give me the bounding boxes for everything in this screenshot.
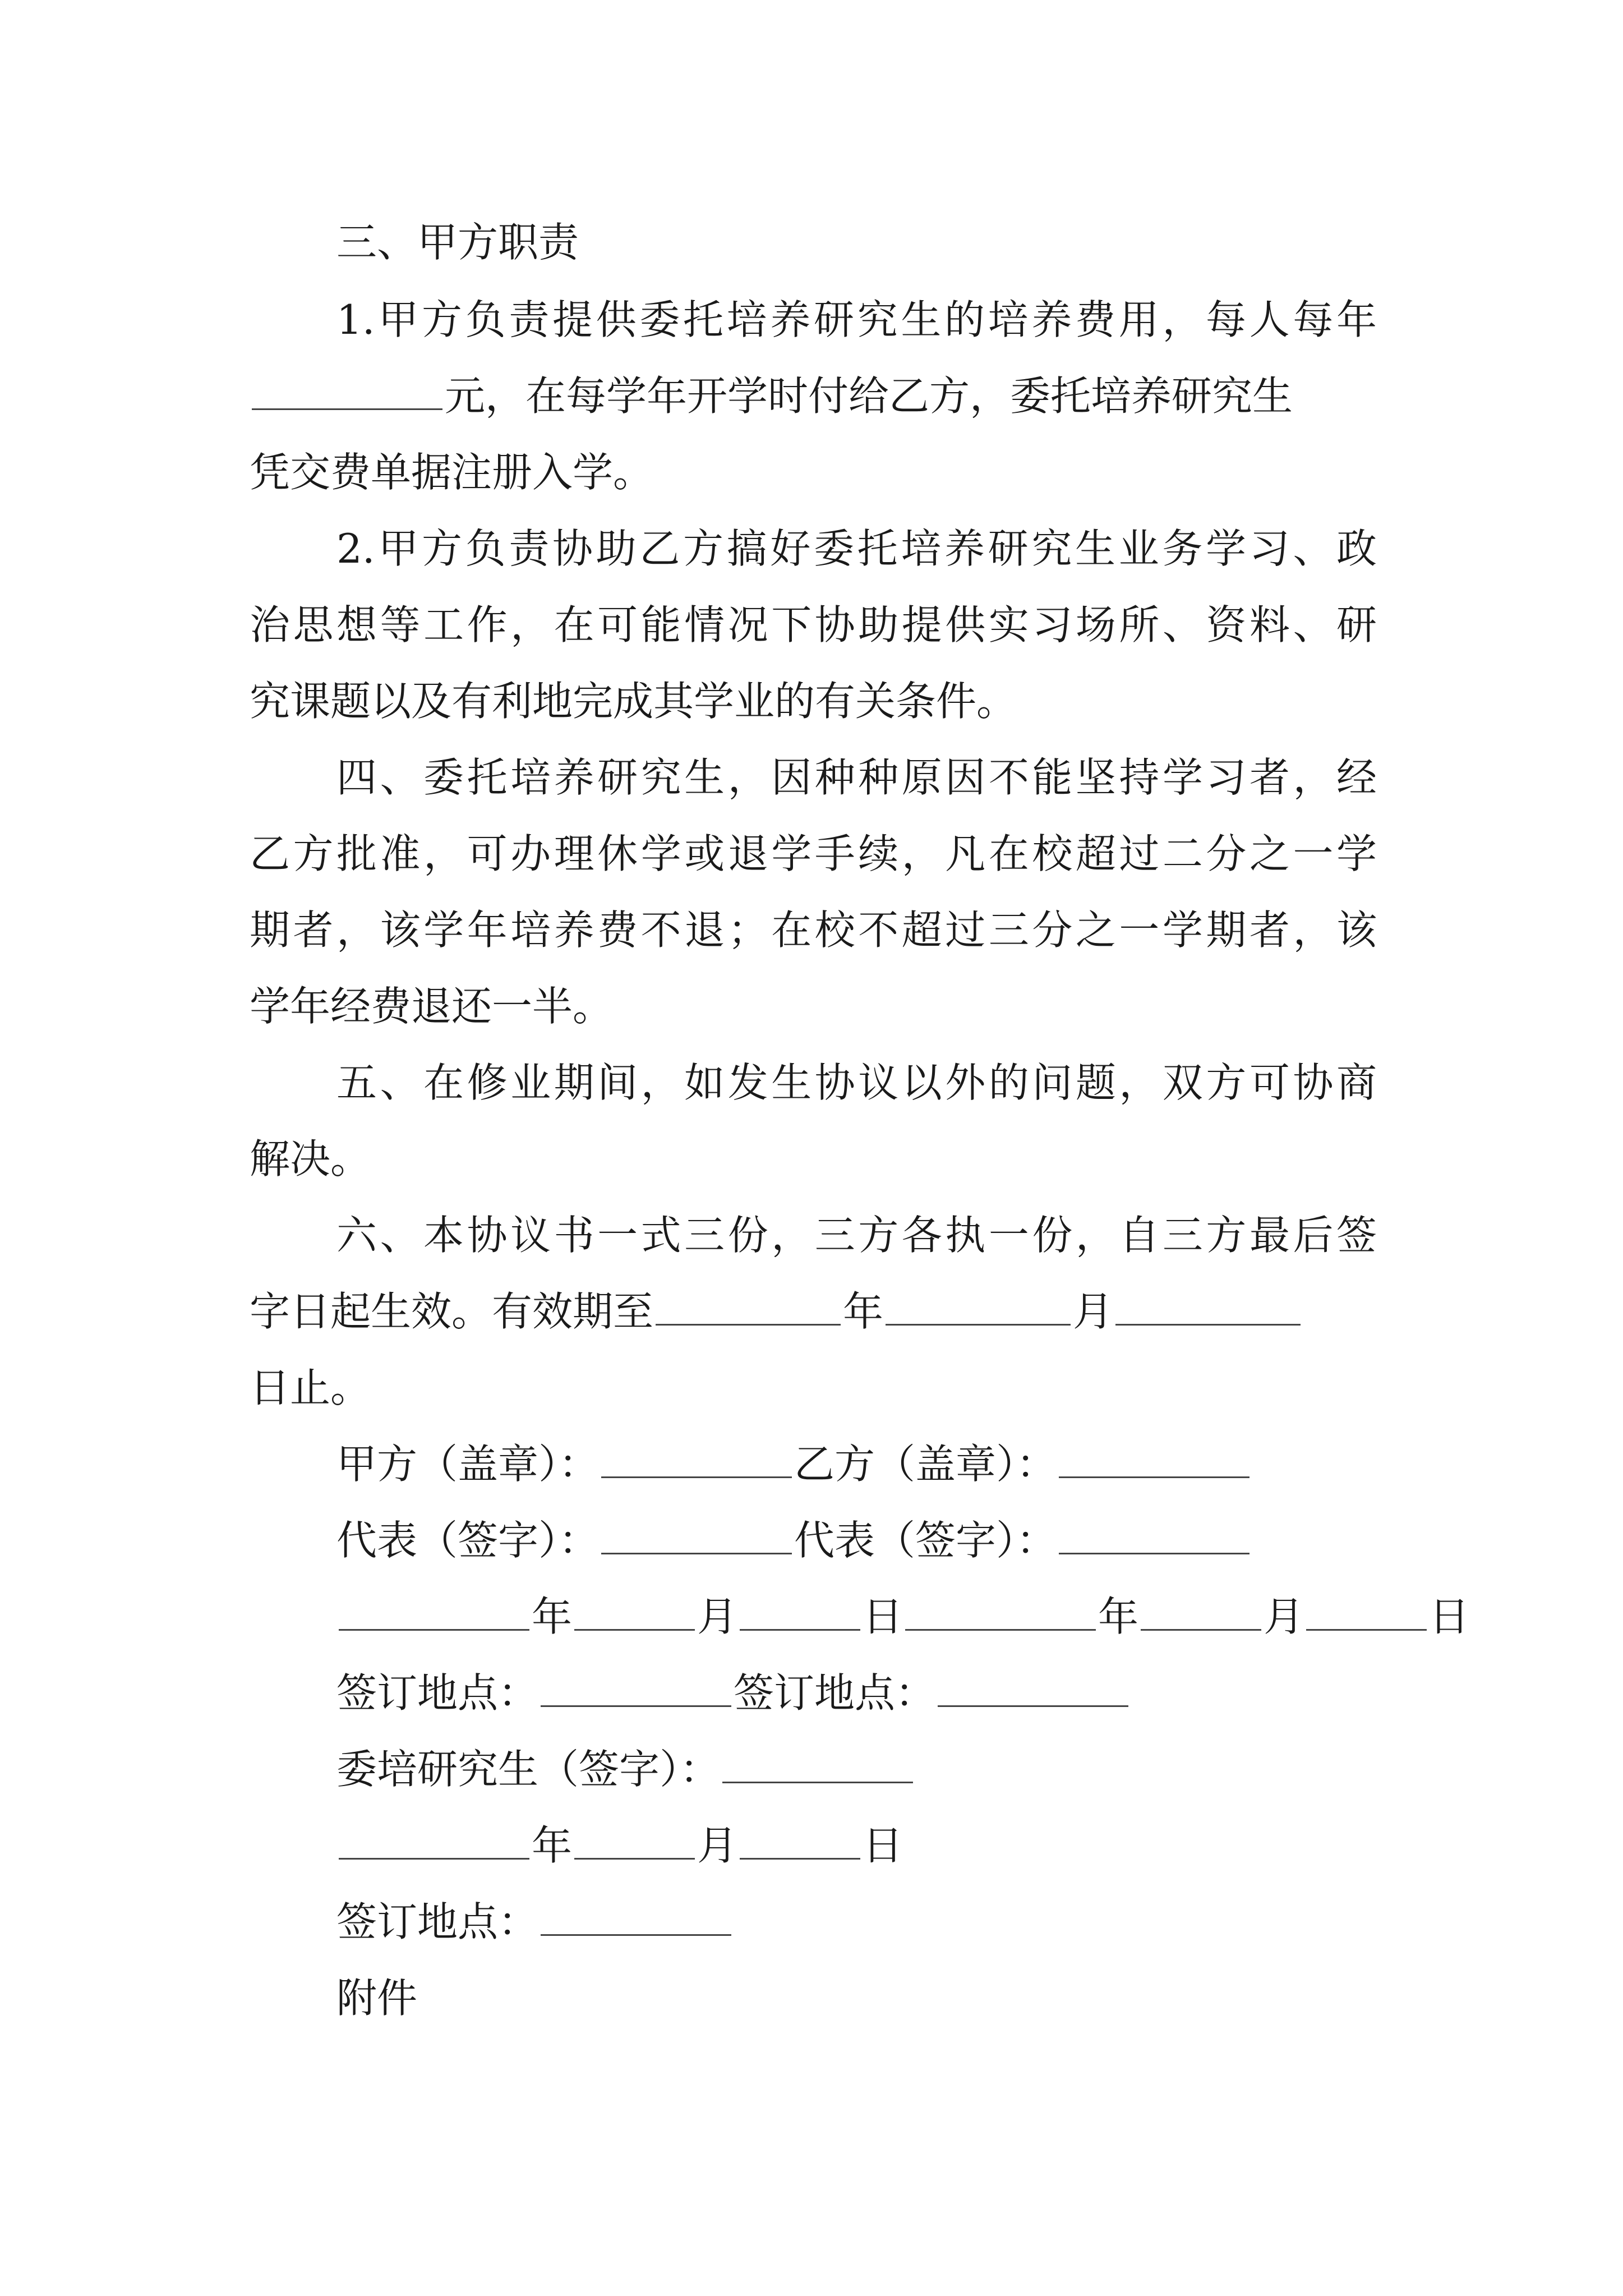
validity-day-blank (1115, 1289, 1301, 1326)
party-a-seal-blank (601, 1442, 792, 1478)
student-place-row (336, 1894, 734, 1950)
validity-month-blank (886, 1289, 1071, 1326)
date-a-year-label: 年 (532, 1593, 573, 1640)
student-place-label: 签订地点： (336, 1898, 539, 1945)
validity-year-label: 年 (843, 1288, 884, 1335)
date-a-day-label: 日 (863, 1593, 903, 1640)
seal-row (336, 1436, 1252, 1492)
section4-line1: 四、委托培养研究生，因种种原因不能坚持学习者，经 (336, 754, 1377, 801)
attachment-label: 附件 (336, 1975, 418, 2022)
date-row (336, 1589, 1469, 1645)
section3-p1-line3: 凭交费单据注册入学。 (250, 449, 654, 496)
rep-b-sign-label: 代表（签字）： (794, 1517, 1057, 1564)
party-a-seal-label: 甲方（盖章）： (336, 1441, 600, 1488)
date-a-month-blank (574, 1594, 695, 1631)
section3-p1-line2 (250, 368, 1293, 424)
student-day-blank (740, 1823, 860, 1860)
section6-line1: 六、本协议书一式三份，三方各执一份，自三方最后签 (336, 1212, 1377, 1259)
date-a-day-blank (740, 1594, 860, 1631)
student-date-row (336, 1818, 903, 1874)
student-sign-label: 委培研究生（签字）： (336, 1746, 721, 1793)
place-a-blank (541, 1671, 731, 1707)
validity-year-blank (656, 1289, 841, 1326)
section3-p1-line2-text: 元，在每学年开学时付给乙方，委托培养研究生 (445, 372, 1293, 420)
date-a-year-blank (339, 1594, 529, 1631)
validity-month-label: 月 (1073, 1288, 1114, 1335)
party-b-seal-blank (1059, 1442, 1249, 1478)
section4-line3: 期者，该学年培养费不退；在校不超过三分之一学期者，该 (250, 907, 1377, 954)
section3-heading: 三、甲方职责 (336, 219, 579, 266)
date-b-month-blank (1141, 1594, 1261, 1631)
date-b-year-blank (905, 1594, 1096, 1631)
student-year-blank (339, 1823, 529, 1860)
student-day-label: 日 (863, 1822, 903, 1869)
student-month-blank (574, 1823, 695, 1860)
section4-line4: 学年经费退还一半。 (250, 983, 614, 1030)
section3-p2-line3: 究课题以及有利地完成其学业的有关条件。 (250, 678, 1017, 725)
section3-p1-line1: 1.甲方负责提供委托培养研究生的培养费用，每人每年 (336, 296, 1377, 343)
validity-prefix: 字日起生效。有效期至 (250, 1288, 654, 1335)
student-place-blank (541, 1899, 731, 1936)
rep-b-sign-blank (1059, 1518, 1249, 1554)
section3-p2-line2: 治思想等工作，在可能情况下协助提供实习场所、资料、研 (250, 601, 1377, 648)
date-b-month-label: 月 (1264, 1593, 1304, 1640)
place-row (336, 1665, 1131, 1721)
representative-row (336, 1512, 1252, 1568)
section5-line2: 解决。 (250, 1135, 371, 1182)
date-b-year-label: 年 (1098, 1593, 1139, 1640)
party-b-seal-label: 乙方（盖章）： (794, 1441, 1057, 1488)
section6-line2 (250, 1283, 1303, 1340)
section6-line3: 日止。 (250, 1364, 371, 1411)
student-sign-row (336, 1741, 915, 1797)
place-b-blank (938, 1671, 1128, 1707)
date-b-day-label: 日 (1429, 1593, 1470, 1640)
section5-line1: 五、在修业期间，如发生协议以外的问题，双方可协商 (336, 1059, 1377, 1106)
rep-a-sign-blank (601, 1518, 792, 1554)
date-a-month-label: 月 (697, 1593, 738, 1640)
place-b-label: 签订地点： (734, 1669, 936, 1717)
rep-a-sign-label: 代表（签字）： (336, 1517, 600, 1564)
place-a-label: 签订地点： (336, 1669, 539, 1717)
section4-line2: 乙方批准，可办理休学或退学手续，凡在校超过二分之一学 (250, 830, 1377, 877)
student-month-label: 月 (697, 1822, 738, 1869)
student-sign-blank (722, 1747, 913, 1783)
date-b-day-blank (1306, 1594, 1427, 1631)
section3-p2-line1: 2.甲方负责协助乙方搞好委托培养研究生业务学习、政 (336, 525, 1377, 572)
student-year-label: 年 (532, 1822, 573, 1869)
fee-amount-blank (252, 374, 442, 410)
